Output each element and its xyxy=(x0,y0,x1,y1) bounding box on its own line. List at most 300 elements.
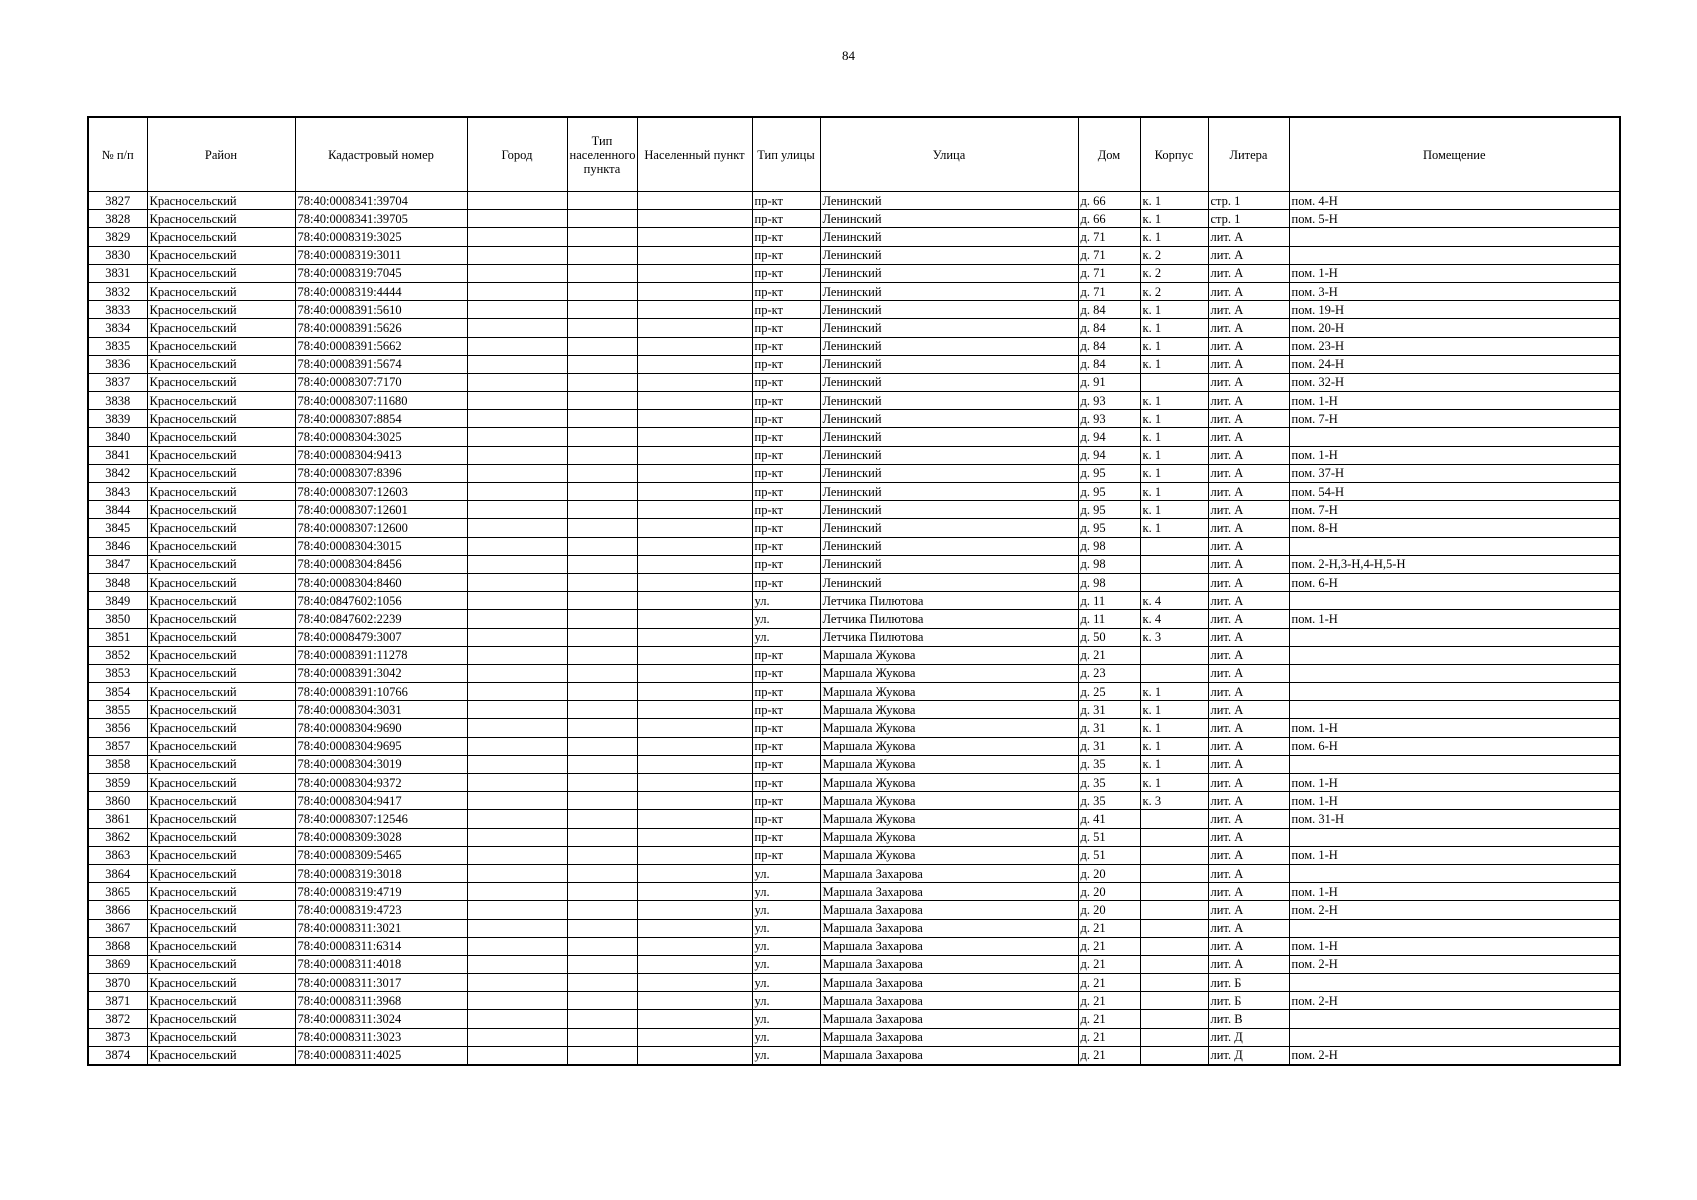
street-cell: Ленинский xyxy=(820,192,1078,210)
district-cell: Красносельский xyxy=(147,373,295,391)
street-type-cell: пр-кт xyxy=(752,264,820,282)
settlement-type-cell xyxy=(567,1010,637,1028)
house-cell: д. 41 xyxy=(1078,810,1140,828)
street-type-cell: пр-кт xyxy=(752,719,820,737)
house-cell: д. 21 xyxy=(1078,1046,1140,1065)
cadastral-number-cell: 78:40:0008391:5610 xyxy=(295,301,467,319)
settlement-cell xyxy=(637,1046,752,1065)
district-cell: Красносельский xyxy=(147,483,295,501)
letter-cell: лит. А xyxy=(1208,737,1289,755)
district-cell: Красносельский xyxy=(147,464,295,482)
letter-cell: лит. А xyxy=(1208,246,1289,264)
district-cell: Красносельский xyxy=(147,355,295,373)
house-cell: д. 98 xyxy=(1078,537,1140,555)
building-cell: к. 1 xyxy=(1140,410,1208,428)
table-row xyxy=(88,319,1620,337)
district-cell: Красносельский xyxy=(147,537,295,555)
street-type-cell: пр-кт xyxy=(752,683,820,701)
district-cell: Красносельский xyxy=(147,301,295,319)
row-number-cell: 3865 xyxy=(88,883,147,901)
premises-cell: пом. 23-Н xyxy=(1289,337,1620,355)
district-cell: Красносельский xyxy=(147,701,295,719)
premises-cell: пом. 6-Н xyxy=(1289,573,1620,591)
row-number-cell: 3836 xyxy=(88,355,147,373)
building-cell: к. 2 xyxy=(1140,246,1208,264)
city-cell xyxy=(467,610,567,628)
street-cell: Ленинский xyxy=(820,519,1078,537)
premises-cell: пом. 32-Н xyxy=(1289,373,1620,391)
city-cell xyxy=(467,664,567,682)
city-cell xyxy=(467,483,567,501)
cadastral-number-cell: 78:40:0008304:9417 xyxy=(295,792,467,810)
row-number-cell: 3871 xyxy=(88,992,147,1010)
premises-cell xyxy=(1289,701,1620,719)
cadastral-number-cell: 78:40:0847602:1056 xyxy=(295,592,467,610)
street-cell: Маршала Жукова xyxy=(820,755,1078,773)
district-cell: Красносельский xyxy=(147,719,295,737)
building-cell: к. 1 xyxy=(1140,519,1208,537)
cadastral-number-cell: 78:40:0008391:5626 xyxy=(295,319,467,337)
building-cell: к. 1 xyxy=(1140,683,1208,701)
building-cell: к. 1 xyxy=(1140,337,1208,355)
house-cell: д. 93 xyxy=(1078,410,1140,428)
settlement-cell xyxy=(637,573,752,591)
table-row xyxy=(88,992,1620,1010)
row-number-cell: 3856 xyxy=(88,719,147,737)
settlement-cell xyxy=(637,228,752,246)
settlement-cell xyxy=(637,610,752,628)
building-cell xyxy=(1140,992,1208,1010)
settlement-type-cell xyxy=(567,392,637,410)
district-cell: Красносельский xyxy=(147,264,295,282)
building-cell: к. 1 xyxy=(1140,228,1208,246)
house-cell: д. 20 xyxy=(1078,864,1140,882)
street-type-cell: ул. xyxy=(752,1046,820,1065)
page-number: 84 xyxy=(842,48,855,63)
letter-cell: лит. А xyxy=(1208,901,1289,919)
cadastral-number-cell: 78:40:0008391:5674 xyxy=(295,355,467,373)
district-cell: Красносельский xyxy=(147,683,295,701)
building-cell xyxy=(1140,646,1208,664)
column-header: № п/п xyxy=(88,117,147,192)
premises-cell xyxy=(1289,919,1620,937)
building-cell: к. 1 xyxy=(1140,755,1208,773)
district-cell: Красносельский xyxy=(147,846,295,864)
table-row xyxy=(88,483,1620,501)
table-row xyxy=(88,628,1620,646)
settlement-type-cell xyxy=(567,1028,637,1046)
street-type-cell: пр-кт xyxy=(752,446,820,464)
district-cell: Красносельский xyxy=(147,774,295,792)
settlement-type-cell xyxy=(567,628,637,646)
table-row xyxy=(88,664,1620,682)
letter-cell: лит. А xyxy=(1208,701,1289,719)
premises-cell xyxy=(1289,864,1620,882)
cadastral-number-cell: 78:40:0008304:9372 xyxy=(295,774,467,792)
letter-cell: лит. Б xyxy=(1208,992,1289,1010)
city-cell xyxy=(467,992,567,1010)
settlement-type-cell xyxy=(567,828,637,846)
street-cell: Летчика Пилютова xyxy=(820,628,1078,646)
table-row xyxy=(88,937,1620,955)
settlement-cell xyxy=(637,737,752,755)
street-type-cell: ул. xyxy=(752,1028,820,1046)
letter-cell: лит. А xyxy=(1208,537,1289,555)
city-cell xyxy=(467,628,567,646)
letter-cell: лит. А xyxy=(1208,337,1289,355)
table-row xyxy=(88,883,1620,901)
premises-cell xyxy=(1289,1010,1620,1028)
table-row xyxy=(88,228,1620,246)
settlement-cell xyxy=(637,937,752,955)
district-cell: Красносельский xyxy=(147,810,295,828)
city-cell xyxy=(467,828,567,846)
city-cell xyxy=(467,573,567,591)
building-cell xyxy=(1140,810,1208,828)
street-cell: Маршала Жукова xyxy=(820,664,1078,682)
city-cell xyxy=(467,210,567,228)
letter-cell: лит. А xyxy=(1208,319,1289,337)
column-header: Кадастровый номер xyxy=(295,117,467,192)
row-number-cell: 3850 xyxy=(88,610,147,628)
street-type-cell: пр-кт xyxy=(752,192,820,210)
house-cell: д. 20 xyxy=(1078,901,1140,919)
settlement-type-cell xyxy=(567,737,637,755)
house-cell: д. 84 xyxy=(1078,319,1140,337)
street-type-cell: пр-кт xyxy=(752,828,820,846)
street-type-cell: пр-кт xyxy=(752,846,820,864)
premises-cell: пом. 24-Н xyxy=(1289,355,1620,373)
settlement-cell xyxy=(637,592,752,610)
street-cell: Маршала Жукова xyxy=(820,737,1078,755)
building-cell xyxy=(1140,573,1208,591)
cadastral-number-cell: 78:40:0008479:3007 xyxy=(295,628,467,646)
house-cell: д. 21 xyxy=(1078,937,1140,955)
settlement-type-cell xyxy=(567,446,637,464)
settlement-cell xyxy=(637,501,752,519)
district-cell: Красносельский xyxy=(147,974,295,992)
premises-cell: пом. 1-Н xyxy=(1289,937,1620,955)
cadastral-number-cell: 78:40:0008307:11680 xyxy=(295,392,467,410)
row-number-cell: 3872 xyxy=(88,1010,147,1028)
table-row xyxy=(88,719,1620,737)
city-cell xyxy=(467,737,567,755)
district-cell: Красносельский xyxy=(147,937,295,955)
settlement-cell xyxy=(637,483,752,501)
city-cell xyxy=(467,755,567,773)
street-type-cell: пр-кт xyxy=(752,664,820,682)
premises-cell xyxy=(1289,646,1620,664)
street-cell: Маршала Жукова xyxy=(820,810,1078,828)
cadastral-number-cell: 78:40:0008391:3042 xyxy=(295,664,467,682)
street-type-cell: пр-кт xyxy=(752,373,820,391)
street-type-cell: пр-кт xyxy=(752,519,820,537)
table-row xyxy=(88,610,1620,628)
street-cell: Ленинский xyxy=(820,392,1078,410)
building-cell: к. 1 xyxy=(1140,192,1208,210)
row-number-cell: 3861 xyxy=(88,810,147,828)
district-cell: Красносельский xyxy=(147,519,295,537)
district-cell: Красносельский xyxy=(147,392,295,410)
city-cell xyxy=(467,864,567,882)
premises-cell: пом. 6-Н xyxy=(1289,737,1620,755)
settlement-type-cell xyxy=(567,846,637,864)
settlement-cell xyxy=(637,864,752,882)
row-number-cell: 3869 xyxy=(88,955,147,973)
district-cell: Красносельский xyxy=(147,592,295,610)
city-cell xyxy=(467,373,567,391)
table-row xyxy=(88,464,1620,482)
street-type-cell: ул. xyxy=(752,955,820,973)
letter-cell: стр. 1 xyxy=(1208,192,1289,210)
settlement-type-cell xyxy=(567,937,637,955)
settlement-type-cell xyxy=(567,410,637,428)
letter-cell: лит. А xyxy=(1208,282,1289,300)
premises-cell xyxy=(1289,628,1620,646)
house-cell: д. 93 xyxy=(1078,392,1140,410)
street-type-cell: пр-кт xyxy=(752,392,820,410)
street-type-cell: пр-кт xyxy=(752,228,820,246)
row-number-cell: 3847 xyxy=(88,555,147,573)
settlement-type-cell xyxy=(567,992,637,1010)
letter-cell: лит. А xyxy=(1208,301,1289,319)
cadastral-number-cell: 78:40:0008307:8396 xyxy=(295,464,467,482)
street-cell: Ленинский xyxy=(820,282,1078,300)
street-cell: Ленинский xyxy=(820,319,1078,337)
table-row xyxy=(88,646,1620,664)
table-row xyxy=(88,701,1620,719)
street-type-cell: пр-кт xyxy=(752,301,820,319)
street-type-cell: ул. xyxy=(752,1010,820,1028)
premises-cell: пом. 4-Н xyxy=(1289,192,1620,210)
settlement-cell xyxy=(637,319,752,337)
city-cell xyxy=(467,519,567,537)
city-cell xyxy=(467,846,567,864)
building-cell xyxy=(1140,901,1208,919)
street-cell: Маршала Захарова xyxy=(820,1010,1078,1028)
settlement-type-cell xyxy=(567,1046,637,1065)
cadastral-number-cell: 78:40:0008307:8854 xyxy=(295,410,467,428)
settlement-cell xyxy=(637,537,752,555)
letter-cell: лит. А xyxy=(1208,501,1289,519)
letter-cell: лит. А xyxy=(1208,828,1289,846)
settlement-cell xyxy=(637,428,752,446)
city-cell xyxy=(467,501,567,519)
settlement-type-cell xyxy=(567,683,637,701)
table-row xyxy=(88,901,1620,919)
column-header: Город xyxy=(467,117,567,192)
city-cell xyxy=(467,537,567,555)
district-cell: Красносельский xyxy=(147,319,295,337)
house-cell: д. 95 xyxy=(1078,464,1140,482)
settlement-type-cell xyxy=(567,719,637,737)
row-number-cell: 3852 xyxy=(88,646,147,664)
settlement-type-cell xyxy=(567,919,637,937)
letter-cell: лит. Б xyxy=(1208,974,1289,992)
city-cell xyxy=(467,392,567,410)
table-row xyxy=(88,774,1620,792)
table-row xyxy=(88,1028,1620,1046)
house-cell: д. 21 xyxy=(1078,646,1140,664)
building-cell: к. 1 xyxy=(1140,719,1208,737)
settlement-type-cell xyxy=(567,701,637,719)
letter-cell: лит. А xyxy=(1208,628,1289,646)
street-type-cell: ул. xyxy=(752,919,820,937)
street-type-cell: пр-кт xyxy=(752,774,820,792)
street-cell: Маршала Захарова xyxy=(820,974,1078,992)
district-cell: Красносельский xyxy=(147,737,295,755)
row-number-cell: 3858 xyxy=(88,755,147,773)
street-cell: Ленинский xyxy=(820,483,1078,501)
street-cell: Маршала Захарова xyxy=(820,1028,1078,1046)
building-cell xyxy=(1140,883,1208,901)
street-type-cell: пр-кт xyxy=(752,355,820,373)
settlement-cell xyxy=(637,1010,752,1028)
register-body xyxy=(88,192,1620,1066)
row-number-cell: 3845 xyxy=(88,519,147,537)
district-cell: Красносельский xyxy=(147,1010,295,1028)
table-row xyxy=(88,264,1620,282)
cadastral-number-cell: 78:40:0008341:39704 xyxy=(295,192,467,210)
settlement-cell xyxy=(637,519,752,537)
letter-cell: лит. А xyxy=(1208,755,1289,773)
building-cell: к. 1 xyxy=(1140,774,1208,792)
premises-cell: пом. 1-Н xyxy=(1289,883,1620,901)
district-cell: Красносельский xyxy=(147,573,295,591)
table-row xyxy=(88,919,1620,937)
street-cell: Маршала Захарова xyxy=(820,937,1078,955)
cadastral-number-cell: 78:40:0008341:39705 xyxy=(295,210,467,228)
building-cell xyxy=(1140,919,1208,937)
row-number-cell: 3840 xyxy=(88,428,147,446)
table-row xyxy=(88,392,1620,410)
city-cell xyxy=(467,974,567,992)
building-cell xyxy=(1140,937,1208,955)
district-cell: Красносельский xyxy=(147,446,295,464)
settlement-cell xyxy=(637,901,752,919)
settlement-cell xyxy=(637,792,752,810)
settlement-type-cell xyxy=(567,355,637,373)
premises-cell xyxy=(1289,1028,1620,1046)
house-cell: д. 31 xyxy=(1078,701,1140,719)
table-row xyxy=(88,1010,1620,1028)
row-number-cell: 3874 xyxy=(88,1046,147,1065)
settlement-cell xyxy=(637,446,752,464)
house-cell: д. 31 xyxy=(1078,719,1140,737)
table-row xyxy=(88,592,1620,610)
premises-cell: пом. 54-Н xyxy=(1289,483,1620,501)
cadastral-number-cell: 78:40:0008304:9690 xyxy=(295,719,467,737)
cadastral-number-cell: 78:40:0008391:11278 xyxy=(295,646,467,664)
district-cell: Красносельский xyxy=(147,282,295,300)
row-number-cell: 3848 xyxy=(88,573,147,591)
table-row xyxy=(88,683,1620,701)
settlement-type-cell xyxy=(567,755,637,773)
street-cell: Ленинский xyxy=(820,264,1078,282)
street-cell: Летчика Пилютова xyxy=(820,592,1078,610)
settlement-cell xyxy=(637,719,752,737)
table-row xyxy=(88,974,1620,992)
letter-cell: лит. А xyxy=(1208,883,1289,901)
building-cell xyxy=(1140,1028,1208,1046)
district-cell: Красносельский xyxy=(147,501,295,519)
premises-cell: пом. 1-Н xyxy=(1289,846,1620,864)
letter-cell: лит. А xyxy=(1208,864,1289,882)
settlement-type-cell xyxy=(567,774,637,792)
street-type-cell: пр-кт xyxy=(752,464,820,482)
column-header: Тип населенного пункта xyxy=(567,117,637,192)
row-number-cell: 3846 xyxy=(88,537,147,555)
premises-cell: пом. 19-Н xyxy=(1289,301,1620,319)
table-row xyxy=(88,810,1620,828)
city-cell xyxy=(467,355,567,373)
street-cell: Ленинский xyxy=(820,355,1078,373)
street-cell: Ленинский xyxy=(820,373,1078,391)
district-cell: Красносельский xyxy=(147,210,295,228)
premises-cell xyxy=(1289,828,1620,846)
row-number-cell: 3873 xyxy=(88,1028,147,1046)
street-cell: Ленинский xyxy=(820,464,1078,482)
cadastral-number-cell: 78:40:0008319:4719 xyxy=(295,883,467,901)
column-header: Дом xyxy=(1078,117,1140,192)
street-type-cell: пр-кт xyxy=(752,319,820,337)
street-type-cell: пр-кт xyxy=(752,282,820,300)
table-row xyxy=(88,737,1620,755)
settlement-cell xyxy=(637,355,752,373)
letter-cell: лит. А xyxy=(1208,792,1289,810)
house-cell: д. 71 xyxy=(1078,282,1140,300)
street-cell: Маршала Жукова xyxy=(820,646,1078,664)
premises-cell: пом. 2-Н xyxy=(1289,1046,1620,1065)
settlement-type-cell xyxy=(567,810,637,828)
city-cell xyxy=(467,937,567,955)
premises-cell: пом. 37-Н xyxy=(1289,464,1620,482)
cadastral-number-cell: 78:40:0008311:6314 xyxy=(295,937,467,955)
row-number-cell: 3839 xyxy=(88,410,147,428)
cadastral-number-cell: 78:40:0008307:12603 xyxy=(295,483,467,501)
premises-cell: пом. 3-Н xyxy=(1289,282,1620,300)
column-header: Населенный пункт xyxy=(637,117,752,192)
cadastral-number-cell: 78:40:0008311:3023 xyxy=(295,1028,467,1046)
city-cell xyxy=(467,592,567,610)
cadastral-number-cell: 78:40:0847602:2239 xyxy=(295,610,467,628)
building-cell xyxy=(1140,864,1208,882)
premises-cell: пом. 20-Н xyxy=(1289,319,1620,337)
cadastral-number-cell: 78:40:0008307:12601 xyxy=(295,501,467,519)
letter-cell: лит. А xyxy=(1208,955,1289,973)
table-row xyxy=(88,864,1620,882)
building-cell xyxy=(1140,664,1208,682)
building-cell xyxy=(1140,555,1208,573)
row-number-cell: 3864 xyxy=(88,864,147,882)
settlement-type-cell xyxy=(567,428,637,446)
cadastral-number-cell: 78:40:0008319:4723 xyxy=(295,901,467,919)
house-cell: д. 35 xyxy=(1078,774,1140,792)
building-cell xyxy=(1140,373,1208,391)
city-cell xyxy=(467,919,567,937)
district-cell: Красносельский xyxy=(147,555,295,573)
cadastral-number-cell: 78:40:0008304:9695 xyxy=(295,737,467,755)
column-header: Корпус xyxy=(1140,117,1208,192)
settlement-type-cell xyxy=(567,246,637,264)
settlement-cell xyxy=(637,846,752,864)
letter-cell: лит. А xyxy=(1208,228,1289,246)
street-type-cell: пр-кт xyxy=(752,246,820,264)
row-number-cell: 3867 xyxy=(88,919,147,937)
letter-cell: лит. А xyxy=(1208,937,1289,955)
table-row xyxy=(88,792,1620,810)
settlement-type-cell xyxy=(567,901,637,919)
